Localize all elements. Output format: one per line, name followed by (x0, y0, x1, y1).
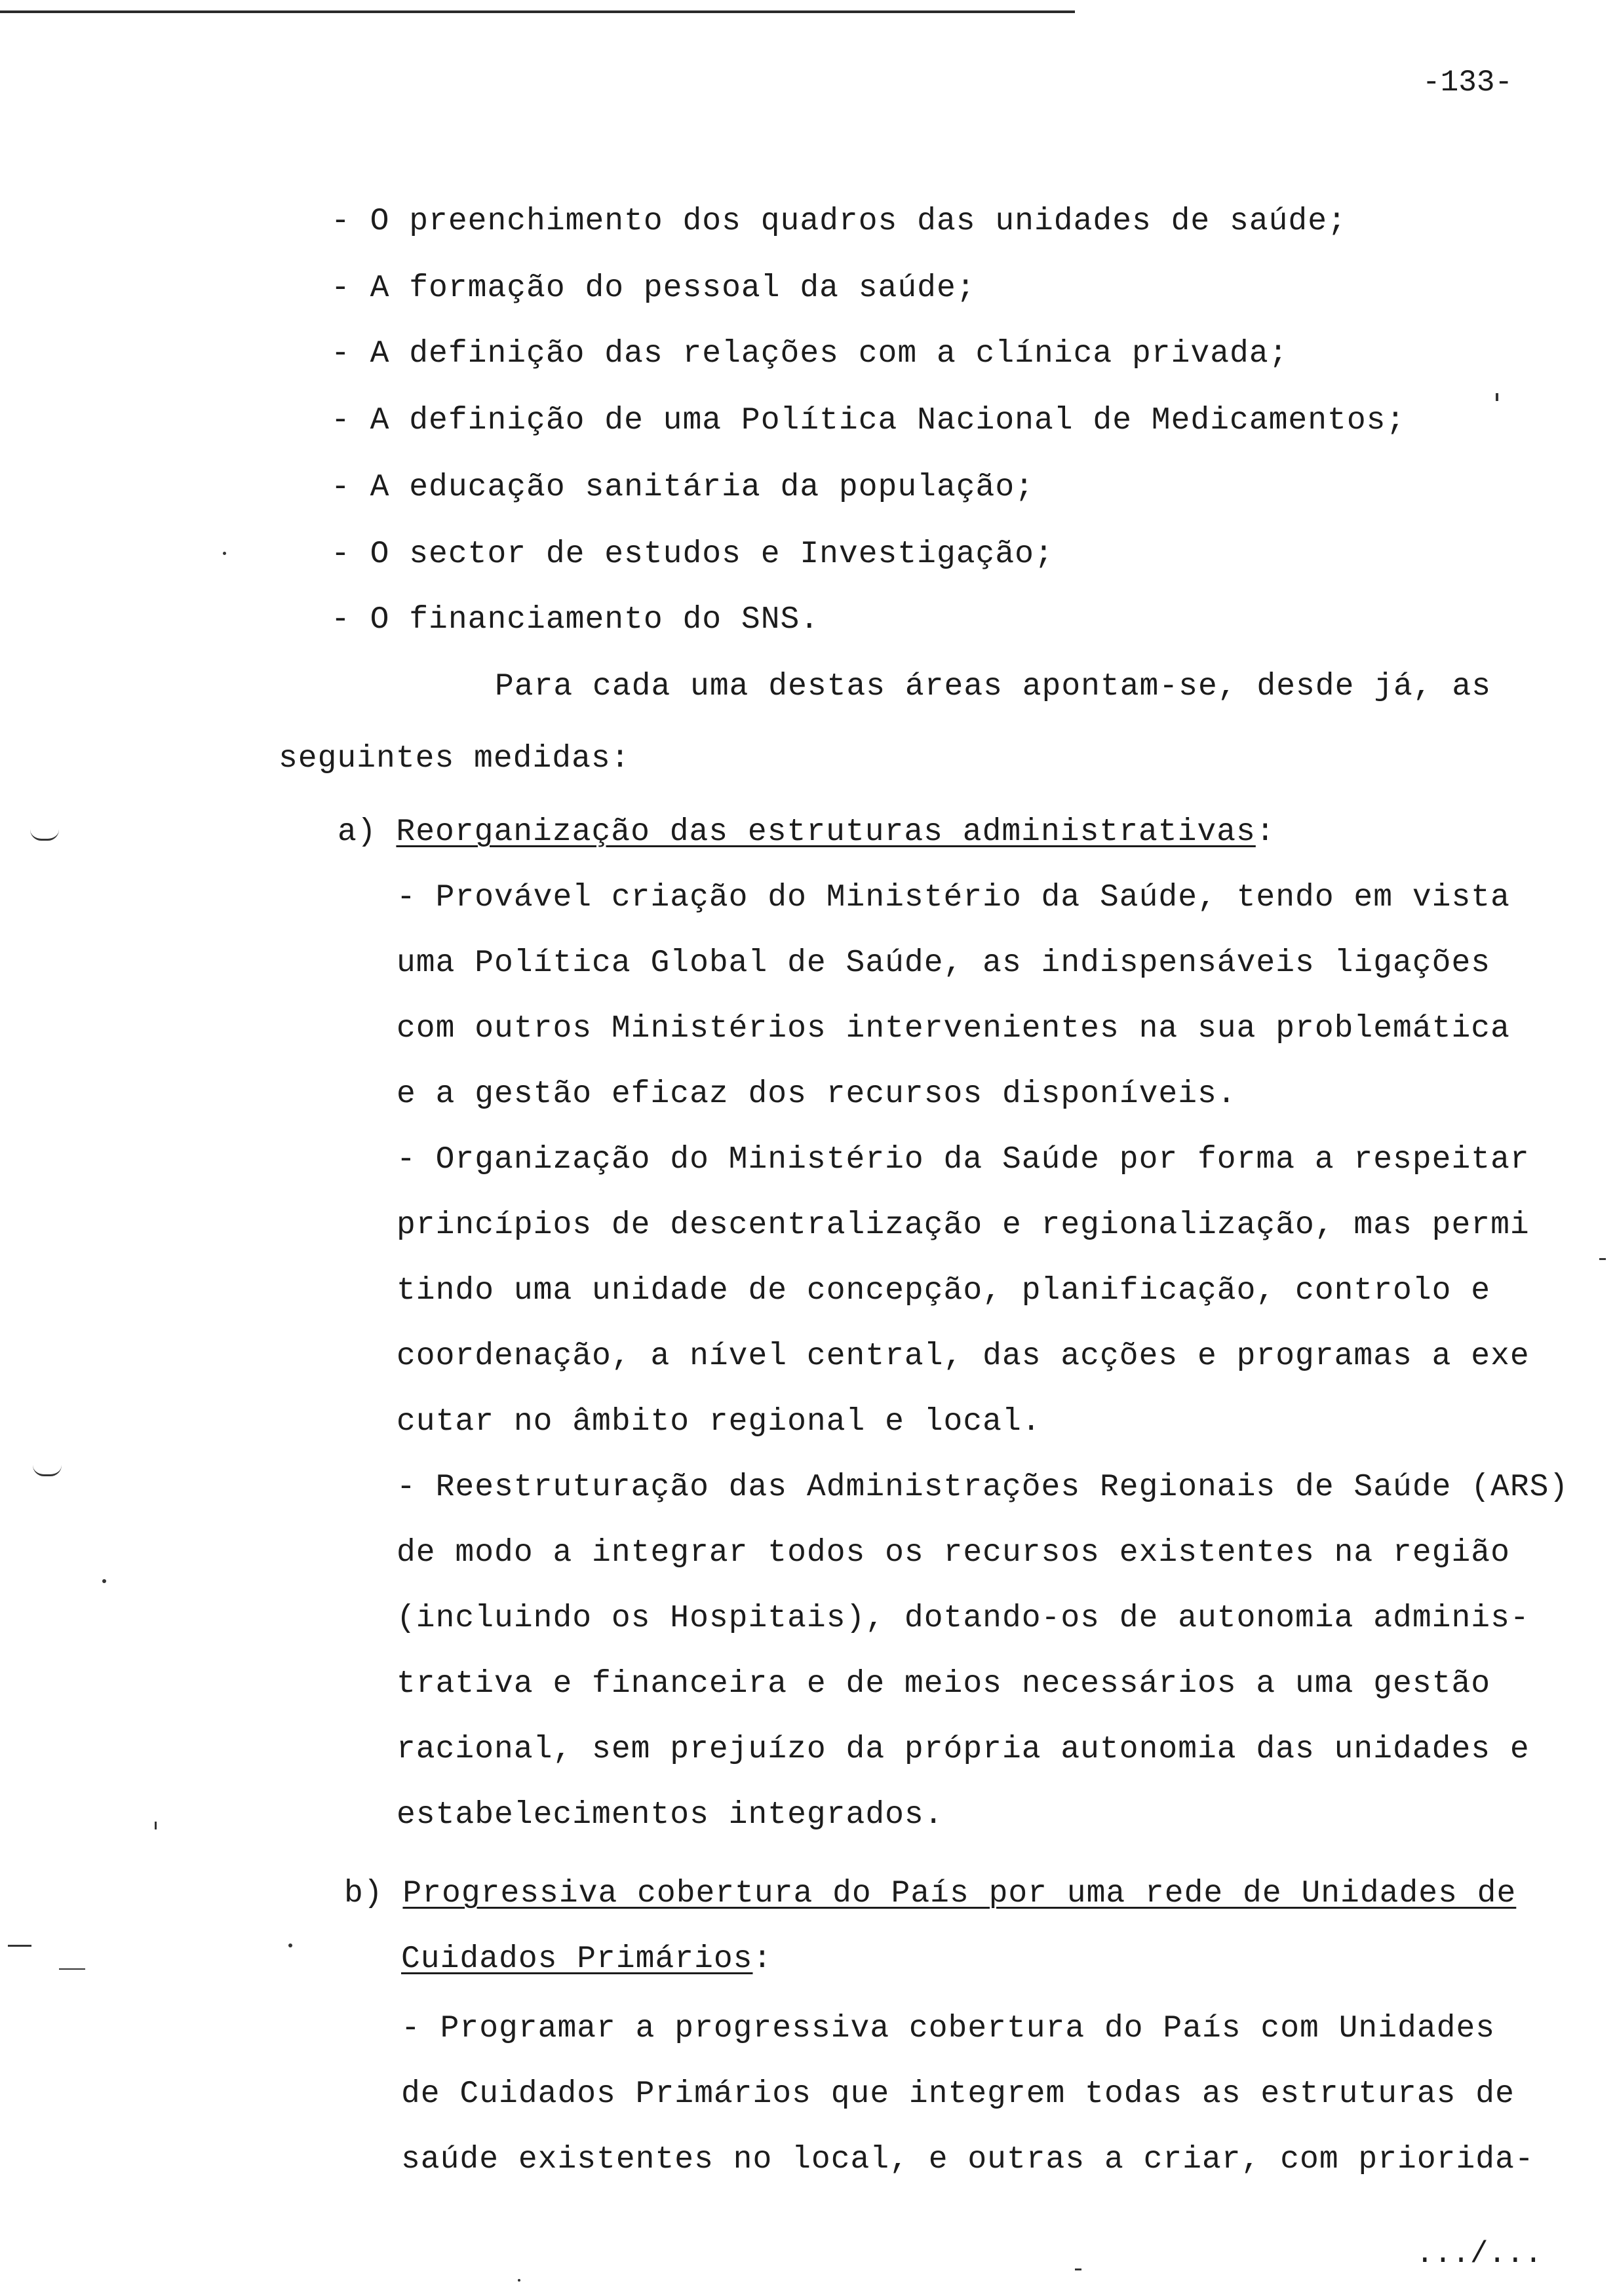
list-item: - O financiamento do SNS. (331, 602, 820, 638)
section-a-line: - Organização do Ministério da Saúde por forma a respeitar (397, 1142, 1530, 1177)
section-a-line: racional, sem prejuízo da própria autonomia das unidades e (397, 1732, 1530, 1767)
section-a-line: coordenação, a nível central, das acções e programas a exe (397, 1339, 1530, 1374)
section-a-heading (338, 813, 1275, 852)
section-a-line: de modo a integrar todos os recursos existentes na região (397, 1535, 1510, 1571)
section-a-colon: : (1255, 814, 1275, 850)
section-b-line: saúde existentes no local, e outras a criar, com priorida- (401, 2142, 1534, 2177)
scan-speck (1599, 1258, 1606, 1260)
section-a-line: e a gestão eficaz dos recursos disponíveis. (397, 1077, 1237, 1112)
list-item: - A formação do pessoal da saúde; (331, 271, 976, 306)
scan-speck (223, 552, 226, 555)
section-a-line: uma Política Global de Saúde, as indispensáveis ligações (397, 946, 1491, 981)
scan-speck (1496, 393, 1498, 401)
section-a-line: com outros Ministérios intervenientes na sua problemática (397, 1011, 1510, 1046)
page-number: -133- (1422, 66, 1513, 100)
section-a-marker: a) (338, 814, 377, 850)
list-item: - A definição das relações com a clínica privada; (331, 336, 1289, 372)
scan-speck (518, 2279, 520, 2282)
scan-speck (155, 1822, 157, 1829)
section-a-line: - Provável criação do Ministério da Saúde, tendo em vista (397, 880, 1510, 915)
binding-hole-mark (30, 830, 59, 841)
section-b-title-line2: Cuidados Primários (401, 1942, 753, 1977)
list-item: - A educação sanitária da população; (331, 470, 1034, 505)
section-b-marker: b) (344, 1876, 383, 1911)
scan-speck (102, 1579, 106, 1583)
section-a-line: estabelecimentos integrados. (397, 1797, 944, 1833)
scan-speck (288, 1943, 292, 1947)
top-rule (0, 10, 1075, 13)
section-a-line: trativa e financeira e de meios necessários a uma gestão (397, 1666, 1491, 1702)
section-a-line: - Reestruturação das Administrações Regionais de Saúde (ARS) (397, 1470, 1569, 1505)
continuation-marker: .../... (1416, 2237, 1543, 2271)
section-a-line: tindo uma unidade de concepção, planificação, controlo e (397, 1273, 1491, 1309)
section-b-heading-cont (401, 1940, 772, 1979)
section-a-line: princípios de descentralização e regionalização, mas permi (397, 1208, 1530, 1243)
section-a-line: cutar no âmbito regional e local. (397, 1404, 1041, 1440)
section-b-title-line1: Progressiva cobertura do País por uma rede de Unidades de (402, 1876, 1517, 1911)
section-a-line: (incluindo os Hospitais), dotando-os de autonomia adminis- (397, 1601, 1530, 1636)
section-b-heading (344, 1874, 1516, 1913)
section-a-title: Reorganização das estruturas administrativas (396, 814, 1256, 850)
binding-hole-mark (33, 1465, 62, 1476)
scan-speck (1075, 2268, 1081, 2270)
list-item: - O sector de estudos e Investigação; (331, 537, 1054, 572)
intro-line: seguintes medidas: (279, 741, 631, 776)
section-b-line: - Programar a progressiva cobertura do País com Unidades (401, 2011, 1496, 2046)
intro-line: Para cada uma destas áreas apontam-se, desde já, as (495, 669, 1492, 704)
scan-speck (8, 1945, 31, 1947)
list-item: - O preenchimento dos quadros das unidades de saúde; (331, 204, 1347, 239)
scan-speck (59, 1968, 85, 1970)
section-b-line: de Cuidados Primários que integrem todas as estruturas de (401, 2076, 1515, 2112)
section-b-colon: : (752, 1942, 773, 1977)
list-item: - A definição de uma Política Nacional de Medicamentos; (331, 403, 1406, 438)
